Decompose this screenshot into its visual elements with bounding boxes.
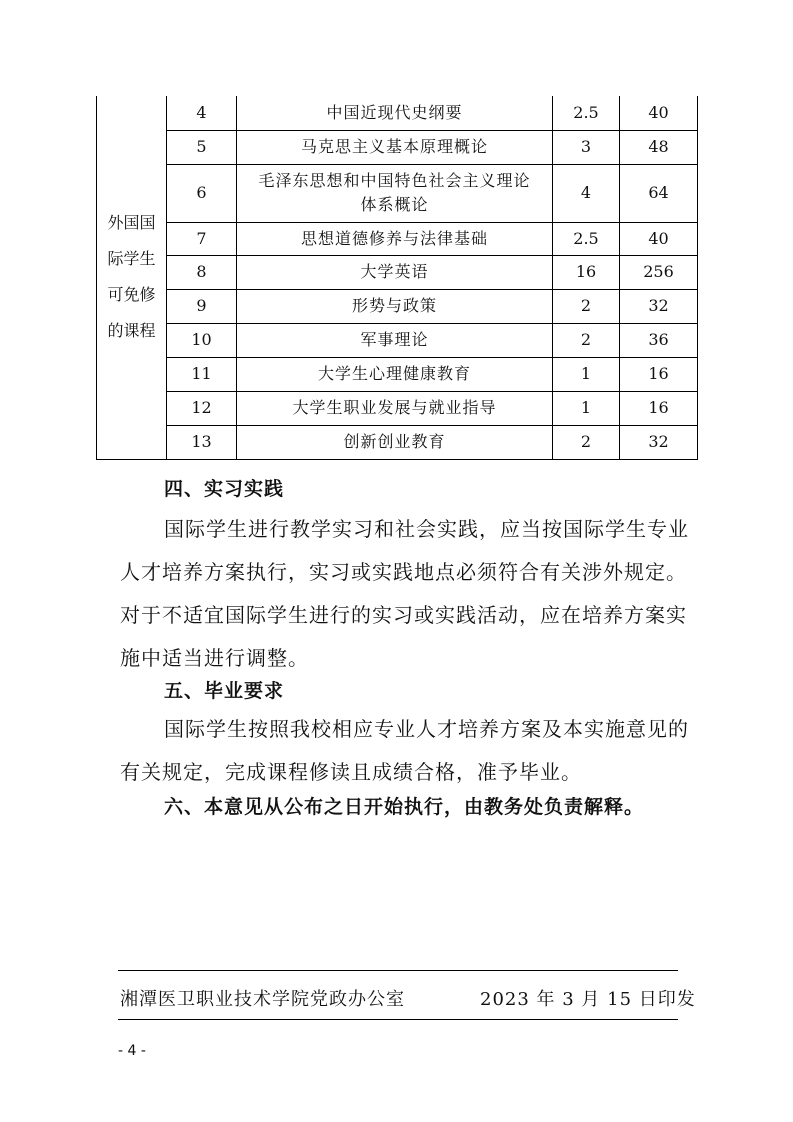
course-name: 毛泽东思想和中国特色社会主义理论体系概论 [237, 164, 553, 222]
page-number: - 4 - [118, 1043, 146, 1059]
exempt-courses-table [96, 96, 698, 460]
course-credits: 2 [553, 289, 620, 323]
course-hours: 256 [620, 255, 698, 289]
course-credits: 16 [553, 255, 620, 289]
row-number: 4 [167, 96, 237, 130]
row-number: 13 [167, 425, 237, 459]
course-hours: 32 [620, 289, 698, 323]
course-hours: 32 [620, 425, 698, 459]
course-hours: 40 [620, 222, 698, 255]
section-heading-internship: 四、实习实践 [164, 478, 285, 500]
course-name: 形势与政策 [237, 289, 553, 323]
course-credits: 2 [553, 425, 620, 459]
row-number: 9 [167, 289, 237, 323]
course-name: 军事理论 [237, 323, 553, 357]
table-row [97, 164, 698, 222]
course-credits: 3 [553, 130, 620, 164]
footer-top-rule [118, 970, 678, 971]
row-number: 11 [167, 357, 237, 391]
course-name: 大学生职业发展与就业指导 [237, 391, 553, 425]
course-credits: 2 [553, 323, 620, 357]
row-number: 10 [167, 323, 237, 357]
course-credits: 1 [553, 357, 620, 391]
table-row [97, 130, 698, 164]
footer-date: 2023 年 3 月 15 日印发 [480, 989, 696, 1010]
row-number: 5 [167, 130, 237, 164]
footer-issuer: 湘潭医卫职业技术学院党政办公室 [120, 989, 405, 1010]
course-hours: 40 [620, 96, 698, 130]
footer-bottom-rule [118, 1019, 678, 1020]
table-row [97, 255, 698, 289]
table-row [97, 357, 698, 391]
course-credits: 1 [553, 391, 620, 425]
course-name: 马克思主义基本原理概论 [237, 130, 553, 164]
table-row [97, 289, 698, 323]
course-hours: 16 [620, 391, 698, 425]
course-hours: 64 [620, 164, 698, 222]
course-credits: 4 [553, 164, 620, 222]
course-hours: 16 [620, 357, 698, 391]
section-heading-graduation: 五、毕业要求 [164, 680, 285, 702]
row-number: 6 [167, 164, 237, 222]
course-name: 中国近现代史纲要 [237, 96, 553, 130]
row-number: 8 [167, 255, 237, 289]
course-name: 思想道德修养与法律基础 [237, 222, 553, 255]
course-hours: 48 [620, 130, 698, 164]
table-row [97, 425, 698, 459]
course-name: 大学英语 [237, 255, 553, 289]
internship-paragraph: 国际学生进行教学实习和社会实践，应当按国际学生专业人才培养方案执行，实习或实践地点必须符合有关涉外规定。对于不适宜国际学生进行的实习或实践活动，应在培养方案实施中适当进行调整。 [120, 517, 689, 670]
table-row [97, 222, 698, 255]
course-name: 大学生心理健康教育 [237, 357, 553, 391]
row-number: 12 [167, 391, 237, 425]
category-cell: 外国国际学生可免修的课程 [97, 96, 167, 459]
graduation-paragraph: 国际学生按照我校相应专业人才培养方案及本实施意见的有关规定，完成课程修读且成绩合格，准予毕业。 [120, 717, 689, 784]
course-credits: 2.5 [553, 222, 620, 255]
table-row [97, 96, 698, 130]
course-name: 创新创业教育 [237, 425, 553, 459]
row-number: 7 [167, 222, 237, 255]
table-row [97, 391, 698, 425]
course-hours: 36 [620, 323, 698, 357]
section-heading-effective: 六、本意见从公布之日开始执行，由教务处负责解释。 [164, 796, 645, 818]
course-credits: 2.5 [553, 96, 620, 130]
table-row [97, 323, 698, 357]
